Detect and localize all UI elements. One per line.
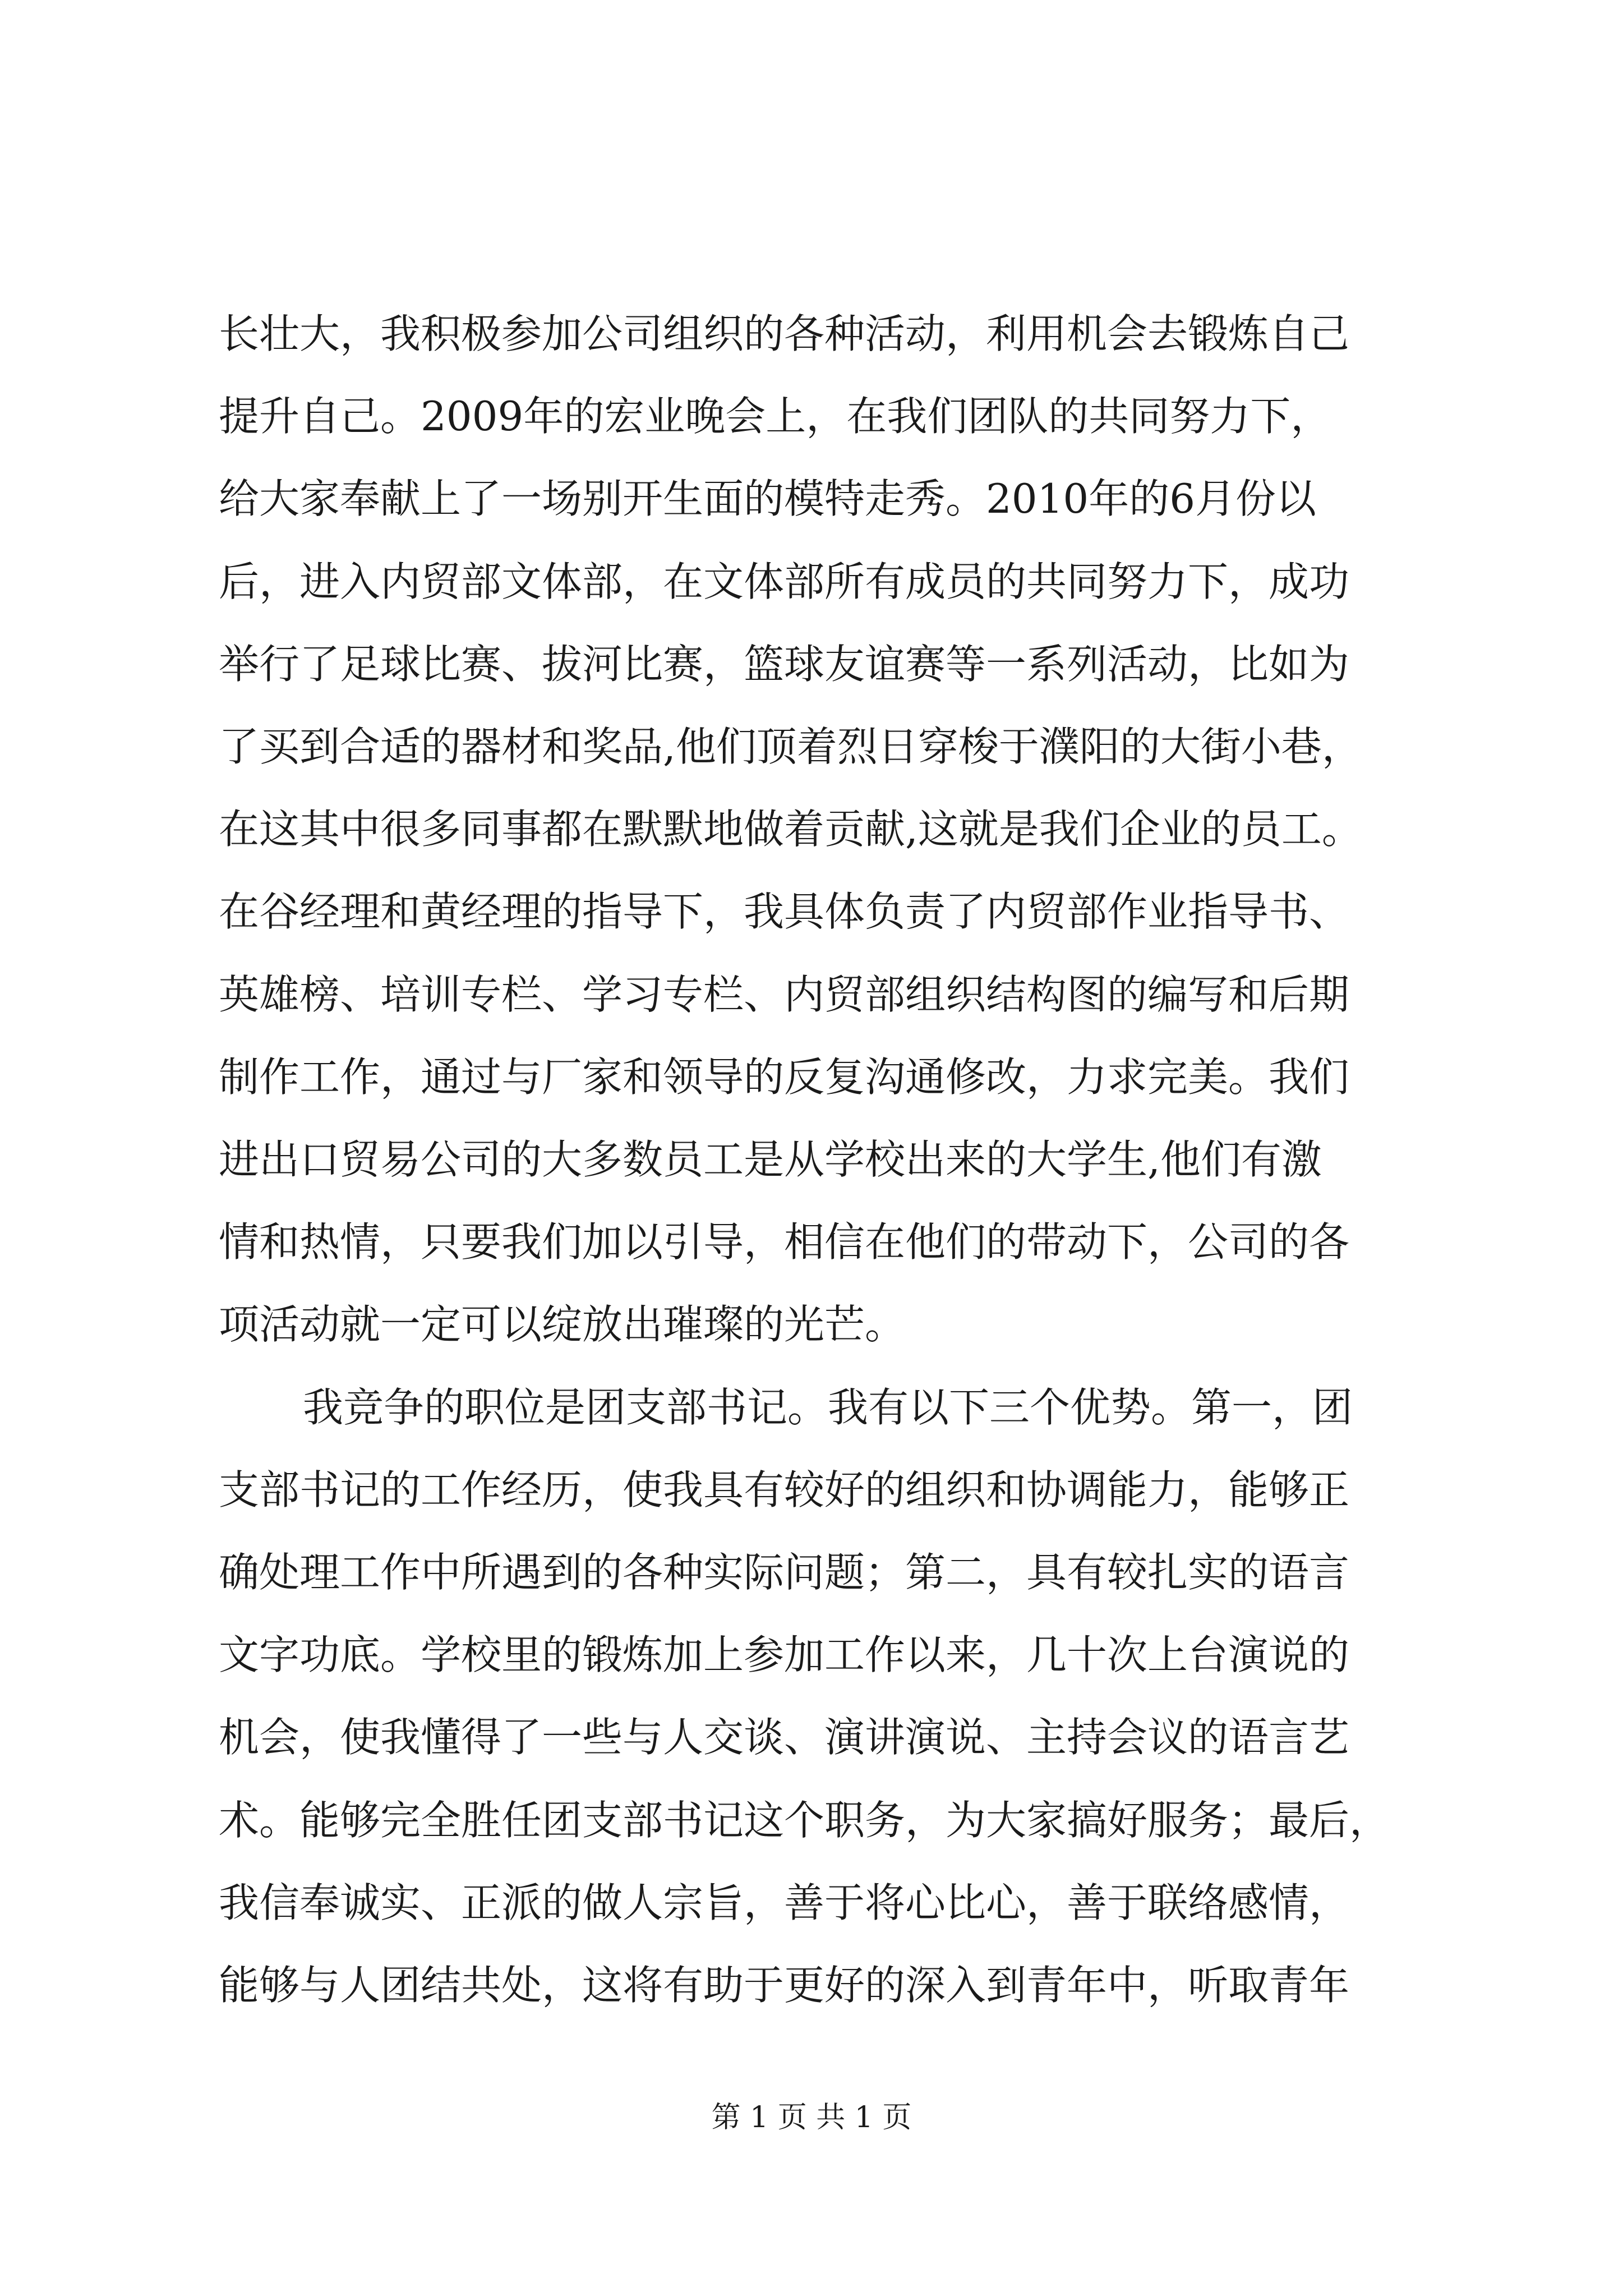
- text-line: 了买到合适的器材和奖品,他们顶着烈日穿梭于濮阳的大街小巷，: [219, 723, 1362, 770]
- text-line: 情和热情，只要我们加以引导，相信在他们的带动下，公司的各: [219, 1218, 1350, 1266]
- text-line: 制作工作，通过与厂家和领导的反复沟通修改，力求完美。我们: [219, 1053, 1350, 1101]
- text-line: 确处理工作中所遇到的各种实际问题；第二，具有较扎实的语言: [219, 1549, 1350, 1596]
- text-line: 提升自己。2009年的宏业晚会上，在我们团队的共同努力下，: [219, 393, 1331, 440]
- page-footer: 第 1 页 共 1 页: [711, 2101, 912, 2134]
- text-line: 支部书记的工作经历，使我具有较好的组织和协调能力，能够正: [219, 1466, 1350, 1513]
- text-line: 术。能够完全胜任团支部书记这个职务，为大家搞好服务；最后，: [219, 1797, 1390, 1844]
- text-line: 我信奉诚实、正派的做人宗旨，善于将心比心，善于联络感情，: [219, 1879, 1350, 1926]
- text-line: 后，进入内贸部文体部，在文体部所有成员的共同努力下，成功: [219, 558, 1350, 605]
- text-line: 项活动就一定可以绽放出璀璨的光芒。: [219, 1301, 906, 1348]
- text-line: 在这其中很多同事都在默默地做着贡献,这就是我们企业的员工。: [219, 806, 1362, 853]
- text-line: 文字功底。学校里的锻炼加上参加工作以来，几十次上台演说的: [219, 1631, 1350, 1678]
- text-line: 机会，使我懂得了一些与人交谈、演讲演说、主持会议的语言艺: [219, 1714, 1350, 1761]
- text-line: 能够与人团结共处，这将有助于更好的深入到青年中，听取青年: [219, 1962, 1350, 2009]
- text-line: 英雄榜、培训专栏、学习专栏、内贸部组织结构图的编写和后期: [219, 971, 1350, 1018]
- paragraph-first-line: 我竞争的职位是团支部书记。我有以下三个优势。第一，团: [303, 1384, 1353, 1431]
- text-line: 举行了足球比赛、拔河比赛，篮球友谊赛等一系列活动，比如为: [219, 641, 1350, 688]
- text-line: 给大家奉献上了一场别开生面的模特走秀。2010年的6月份以: [219, 475, 1317, 522]
- text-line: 在谷经理和黄经理的指导下，我具体负责了内贸部作业指导书、: [219, 888, 1350, 935]
- text-line: 进出口贸易公司的大多数员工是从学校出来的大学生,他们有激: [219, 1136, 1322, 1183]
- text-line: 长壮大，我积极参加公司组织的各种活动，利用机会去锻炼自己: [219, 310, 1350, 357]
